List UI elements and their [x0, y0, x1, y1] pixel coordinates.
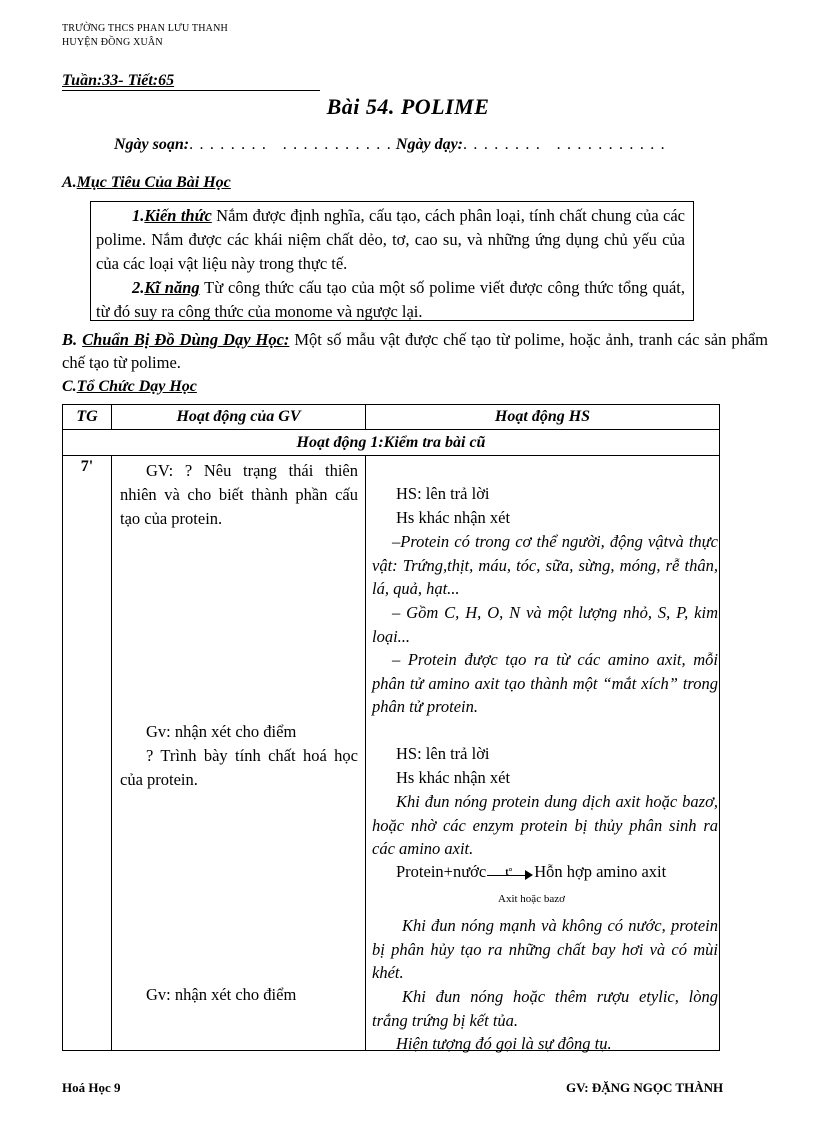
- section-c-prefix: C.: [62, 378, 77, 395]
- hs-amino-acids: – Protein được tạo ra từ các amino axit, mỗi phân tử amino axit tạo thành một “mắt xích” trong phân tử protein.: [372, 650, 718, 716]
- section-b-title: Chuẩn Bị Đồ Dùng Dạy Học:: [82, 330, 290, 349]
- teach-date-label: Ngày dạy:: [395, 136, 464, 153]
- district-name: HUYỆN ĐỒNG XUÂN: [62, 37, 163, 48]
- gv-comment-1: Gv: nhận xét cho điểm: [146, 722, 297, 741]
- hs-answer-2: HS: lên trả lời: [396, 744, 490, 763]
- arrow-label: t°: [505, 867, 513, 879]
- header-gv: Hoạt động của GV: [112, 405, 366, 430]
- section-b-prefix: B.: [62, 330, 78, 349]
- prep-date-dots: . . . . . . . . . . . . . . . . . . .: [189, 136, 392, 153]
- hs-coagulation: Khi đun nóng hoặc thêm rượu etylic, lòng trắng trứng bị kết tủa.: [372, 987, 718, 1030]
- hs-cell: [366, 456, 720, 1051]
- reaction-equation: [396, 860, 726, 884]
- hs-hydrolysis: Khi đun nóng protein dung dịch axit hoặc bazơ, hoặc nhờ các enzym protein bị thủy phân sinh ra các amino axit.: [372, 792, 718, 858]
- gv-question-1: GV: ? Nêu trạng thái thiên nhiên và cho biết thành phần cấu tạo của protein.: [120, 461, 358, 528]
- header-hs: Hoạt động HS: [366, 405, 720, 430]
- section-c-title: Tổ Chức Dạy Học: [76, 378, 197, 395]
- footer-subject: Hoá Học 9: [62, 1080, 121, 1095]
- reaction-arrow-icon: [487, 865, 533, 881]
- prep-date-label: Ngày soạn:: [114, 136, 190, 153]
- skills-paragraph: [96, 276, 685, 324]
- hs-decomposition: Khi đun nóng mạnh và không có nước, protein bị phân hủy tạo ra những chất bay hơi và có mùi khét.: [372, 916, 718, 982]
- knowledge-number: 1.: [132, 206, 145, 225]
- knowledge-text: Nắm được định nghĩa, cấu tạo, cách phân loại, tính chất chung của các polime. Nắm được các khái niệm chất dẻo, tơ, cao su, và những ứng dụng chủ yếu của của các loại vật liệu này trong thực tế.: [96, 206, 685, 273]
- hs-comment-1: Hs khác nhận xét: [396, 508, 511, 527]
- week-period: Tuần:33- Tiết:65: [62, 72, 320, 91]
- equation-right: Hỗn hợp amino axit: [534, 862, 667, 881]
- gv-question-2: ? Trình bày tính chất hoá học của protein.: [120, 746, 358, 789]
- school-header: [62, 22, 228, 50]
- skills-number: 2.: [132, 278, 145, 297]
- knowledge-label: Kiến thức: [144, 206, 212, 225]
- gv-cell: [112, 456, 366, 1051]
- hs-answer-1: HS: lên trả lời: [396, 484, 490, 503]
- footer-teacher: GV: ĐẶNG NGỌC THÀNH: [566, 1080, 724, 1095]
- objectives-box: [90, 201, 694, 321]
- table-header-row: [63, 405, 720, 430]
- hs-phenomenon: Hiện tượng đó gọi là sự đông tụ.: [396, 1034, 612, 1053]
- gv-comment-2: Gv: nhận xét cho điểm: [146, 985, 297, 1004]
- equation-catalyst: Axit hoặc bazơ: [498, 893, 565, 905]
- section-a-title: Mục Tiêu Của Bài Học: [76, 174, 231, 191]
- hs-composition: – Gồm C, H, O, N và một lượng nhỏ, S, P, kim loại...: [372, 603, 718, 646]
- skills-text: Từ công thức cấu tạo của một số polime viết được công thức tổng quát, từ đó suy ra công thức của monome và ngược lại.: [96, 278, 685, 321]
- school-name: TRƯỜNG THCS PHAN LƯU THANH: [62, 23, 228, 34]
- time-cell: 7': [63, 456, 112, 1051]
- activity-title: Hoạt động 1:Kiểm tra bài cũ: [63, 430, 720, 456]
- section-b-text: Một số mẫu vật được chế tạo từ polime, hoặc ảnh, tranh các sản phẩm chế tạo từ polime.: [62, 330, 769, 372]
- activity-title-row: [63, 430, 720, 456]
- table-row: [63, 456, 720, 1051]
- hs-comment-2: Hs khác nhận xét: [396, 768, 511, 787]
- skills-label: Kĩ năng: [144, 278, 200, 297]
- hs-protein-sources: –Protein có trong cơ thể người, động vậtvà thực vật: Trứng,thịt, máu, tóc, sữa, sừng, móng, rễ thân, lá, quả, hạt...: [372, 532, 718, 598]
- equation-left: Protein+nước: [396, 862, 487, 881]
- section-c-heading: [62, 378, 197, 396]
- section-b: [62, 328, 768, 374]
- date-line: [114, 136, 666, 154]
- teach-date-dots: . . . . . . . . . . . . . . . . . . .: [463, 136, 666, 153]
- knowledge-paragraph: [96, 204, 685, 276]
- lesson-table: [62, 404, 720, 1051]
- section-a-prefix: A.: [62, 174, 77, 191]
- page-title: Bài 54. POLIME: [326, 94, 490, 119]
- section-a-heading: [62, 174, 231, 192]
- header-tg: TG: [63, 405, 112, 430]
